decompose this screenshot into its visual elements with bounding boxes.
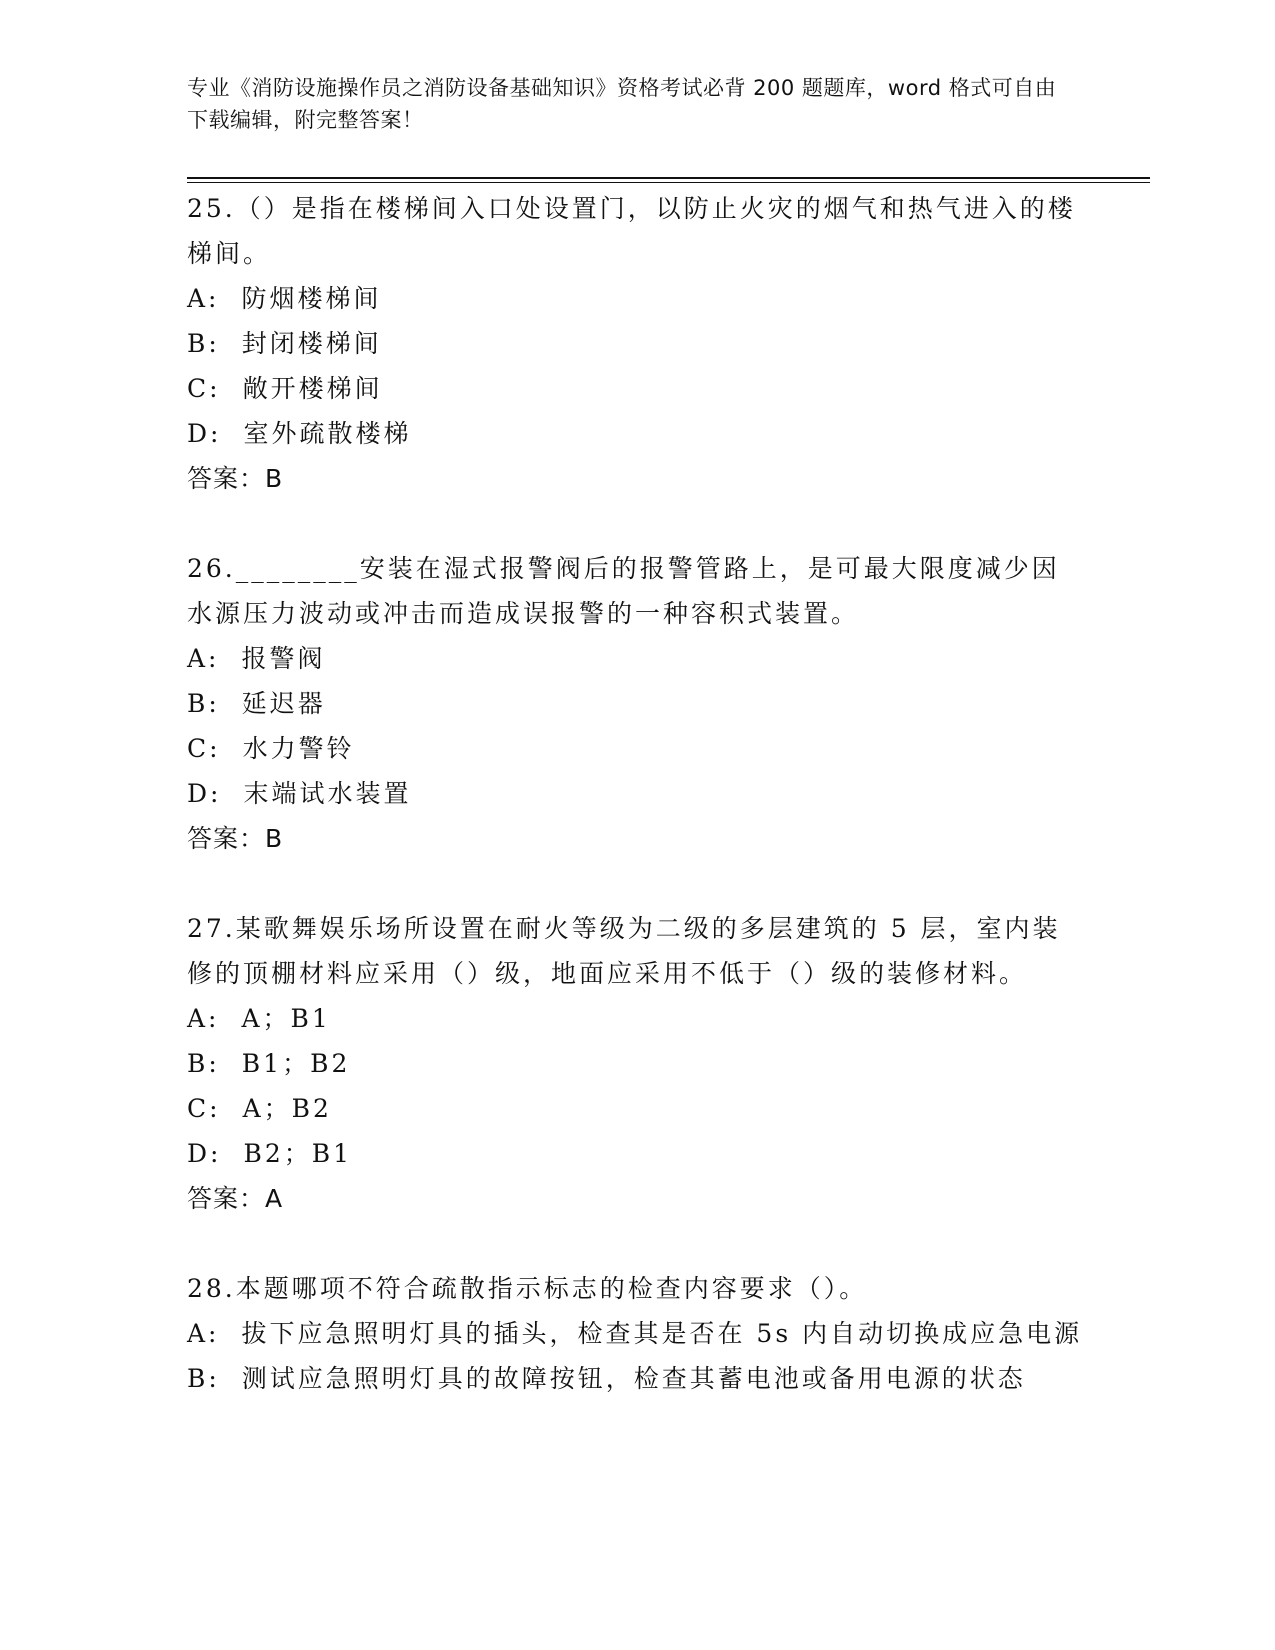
- option-a: [187, 636, 1087, 681]
- option-d: [187, 1131, 1087, 1176]
- option-key: B:: [187, 1364, 220, 1393]
- option-d: [187, 411, 1087, 456]
- option-key: C:: [187, 734, 221, 763]
- option-key: A:: [187, 1319, 220, 1348]
- option-c: [187, 366, 1087, 411]
- question-27: [187, 906, 1087, 1221]
- option-c: [187, 726, 1087, 771]
- option-b: [187, 1041, 1087, 1086]
- option-key: B:: [187, 329, 220, 358]
- option-key: A:: [187, 284, 220, 313]
- answer-line: 答案：A: [187, 1184, 284, 1213]
- option-a: [187, 996, 1087, 1041]
- option-key: D:: [187, 779, 222, 808]
- header-divider-thin: [187, 182, 1150, 183]
- option-text: B1；B2: [241, 1049, 351, 1078]
- option-text: 封闭楼梯间: [241, 329, 382, 358]
- option-b: [187, 1356, 1087, 1401]
- question-28: [187, 1266, 1087, 1401]
- option-d: [187, 771, 1087, 816]
- option-key: C:: [187, 1094, 221, 1123]
- option-c: [187, 1086, 1087, 1131]
- document-header: 专业《消防设施操作员之消防设备基础知识》资格考试必背 200 题题库，word 格式可自由下载编辑，附完整答案！: [187, 76, 1057, 132]
- option-b: [187, 681, 1087, 726]
- question-25: [187, 186, 1087, 501]
- question-list: [187, 186, 1087, 1446]
- option-text: B2；B1: [243, 1139, 353, 1168]
- option-text: 测试应急照明灯具的故障按钮，检查其蓄电池或备用电源的状态: [241, 1364, 1026, 1393]
- option-text: 拔下应急照明灯具的插头，检查其是否在 5s 内自动切换成应急电源: [241, 1319, 1083, 1348]
- question-26: [187, 546, 1087, 861]
- option-key: D:: [187, 1139, 222, 1168]
- option-key: A:: [187, 644, 220, 673]
- option-text: 水力警铃: [242, 734, 355, 763]
- option-key: D:: [187, 419, 222, 448]
- option-text: 室外疏散楼梯: [243, 419, 412, 448]
- option-text: 报警阀: [241, 644, 326, 673]
- option-text: A；B2: [242, 1094, 332, 1123]
- question-stem: 27.某歌舞娱乐场所设置在耐火等级为二级的多层建筑的 5 层，室内装修的顶棚材料应采用（）级，地面应采用不低于（）级的装修材料。: [187, 914, 1061, 988]
- answer-line: 答案：B: [187, 824, 284, 853]
- option-text: 敞开楼梯间: [242, 374, 383, 403]
- option-text: 延迟器: [241, 689, 326, 718]
- header-divider-thick: [187, 177, 1150, 179]
- option-a: [187, 1311, 1087, 1356]
- option-text: 末端试水装置: [243, 779, 412, 808]
- option-a: [187, 276, 1087, 321]
- answer-line: 答案：B: [187, 464, 284, 493]
- option-key: B:: [187, 1049, 220, 1078]
- question-stem: 28.本题哪项不符合疏散指示标志的检查内容要求（）。: [187, 1274, 868, 1303]
- option-key: C:: [187, 374, 221, 403]
- question-stem: 25.（）是指在楼梯间入口处设置门，以防止火灾的烟气和热气进入的楼梯间。: [187, 194, 1076, 268]
- option-key: A:: [187, 1004, 220, 1033]
- option-text: 防烟楼梯间: [241, 284, 382, 313]
- option-b: [187, 321, 1087, 366]
- option-key: B:: [187, 689, 220, 718]
- question-stem: 26.________安装在湿式报警阀后的报警管路上，是可最大限度减少因水源压力波动或冲击而造成误报警的一种容积式装置。: [187, 554, 1060, 628]
- option-text: A；B1: [241, 1004, 331, 1033]
